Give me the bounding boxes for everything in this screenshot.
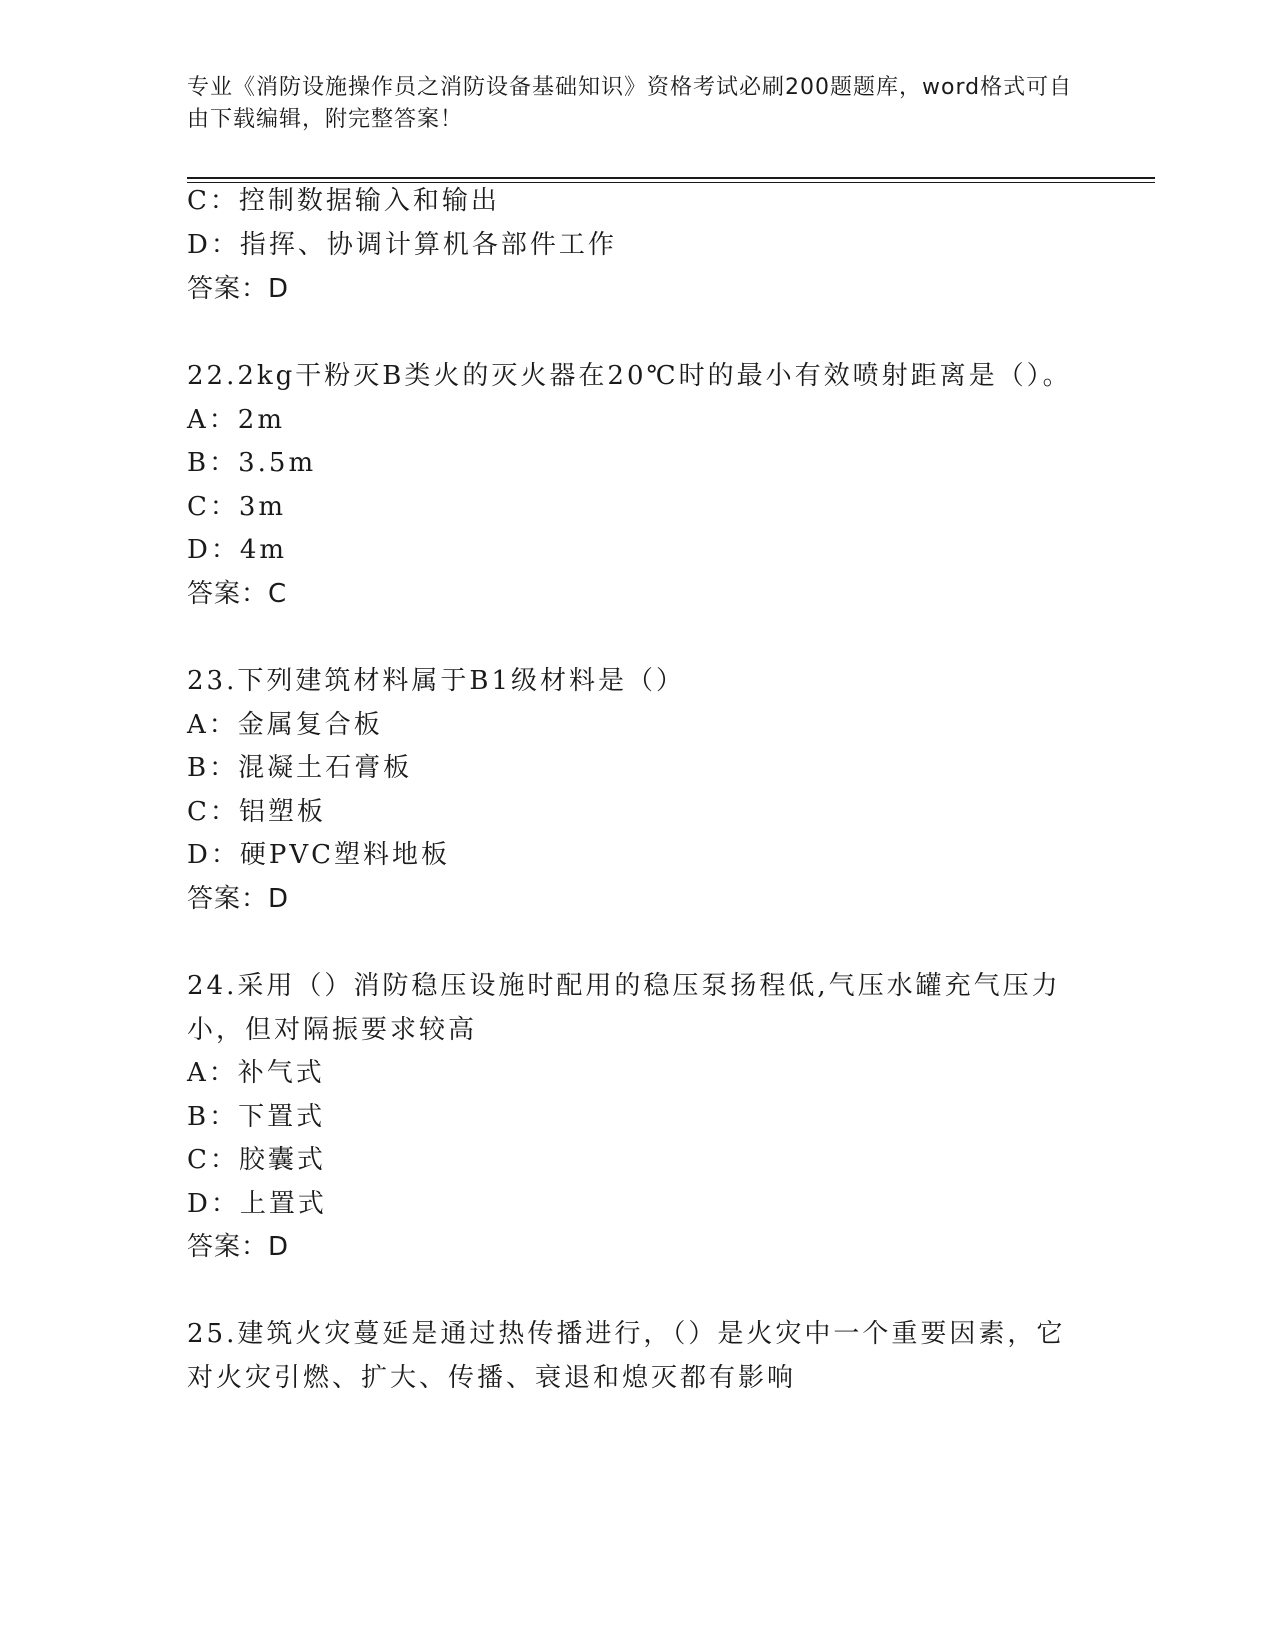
q24-option-d: D：上置式 bbox=[187, 1189, 327, 1219]
q25-stem-line1: 25.建筑火灾蔓延是通过热传播进行，（）是火灾中一个重要因素，它 bbox=[187, 1319, 1066, 1349]
q23-option-b: B：混凝土石膏板 bbox=[187, 753, 413, 783]
q23-answer: 答案：D bbox=[187, 884, 290, 914]
q25-stem-line2: 对火灾引燃、扩大、传播、衰退和熄灭都有影响 bbox=[187, 1363, 797, 1393]
q22-answer: 答案：C bbox=[187, 579, 288, 609]
q23-stem: 23.下列建筑材料属于B1级材料是（） bbox=[187, 666, 685, 696]
q22-option-b: B：3.5m bbox=[187, 448, 317, 478]
q24-stem-line1: 24.采用（）消防稳压设施时配用的稳压泵扬程低,气压水罐充气压力 bbox=[187, 971, 1061, 1001]
q22-stem: 22.2kg干粉灭B类火的灭火器在20℃时的最小有效喷射距离是（）。 bbox=[187, 361, 1072, 391]
q21-answer: 答案：D bbox=[187, 274, 290, 304]
q22-option-a: A：2m bbox=[187, 405, 285, 435]
q24-answer: 答案：D bbox=[187, 1232, 290, 1262]
q23-option-c: C：铝塑板 bbox=[187, 797, 326, 827]
document-header: 专业《消防设施操作员之消防设备基础知识》资格考试必刷200题题库，word格式可自由下载编辑，附完整答案！ bbox=[187, 75, 1073, 132]
q21-option-c: C：控制数据输入和输出 bbox=[187, 186, 500, 216]
q22-option-d: D：4m bbox=[187, 535, 288, 565]
q22-option-c: C：3m bbox=[187, 492, 287, 522]
q21-option-d: D：指挥、协调计算机各部件工作 bbox=[187, 230, 617, 260]
q24-option-b: B：下置式 bbox=[187, 1102, 326, 1132]
q23-option-a: A：金属复合板 bbox=[187, 710, 383, 740]
q24-option-c: C：胶囊式 bbox=[187, 1145, 326, 1175]
header-divider-thin bbox=[187, 182, 1155, 183]
q23-option-d: D：硬PVC塑料地板 bbox=[187, 840, 451, 870]
header-divider-thick bbox=[187, 177, 1155, 179]
q24-option-a: A：补气式 bbox=[187, 1058, 325, 1088]
q24-stem-line2: 小，但对隔振要求较高 bbox=[187, 1015, 478, 1045]
